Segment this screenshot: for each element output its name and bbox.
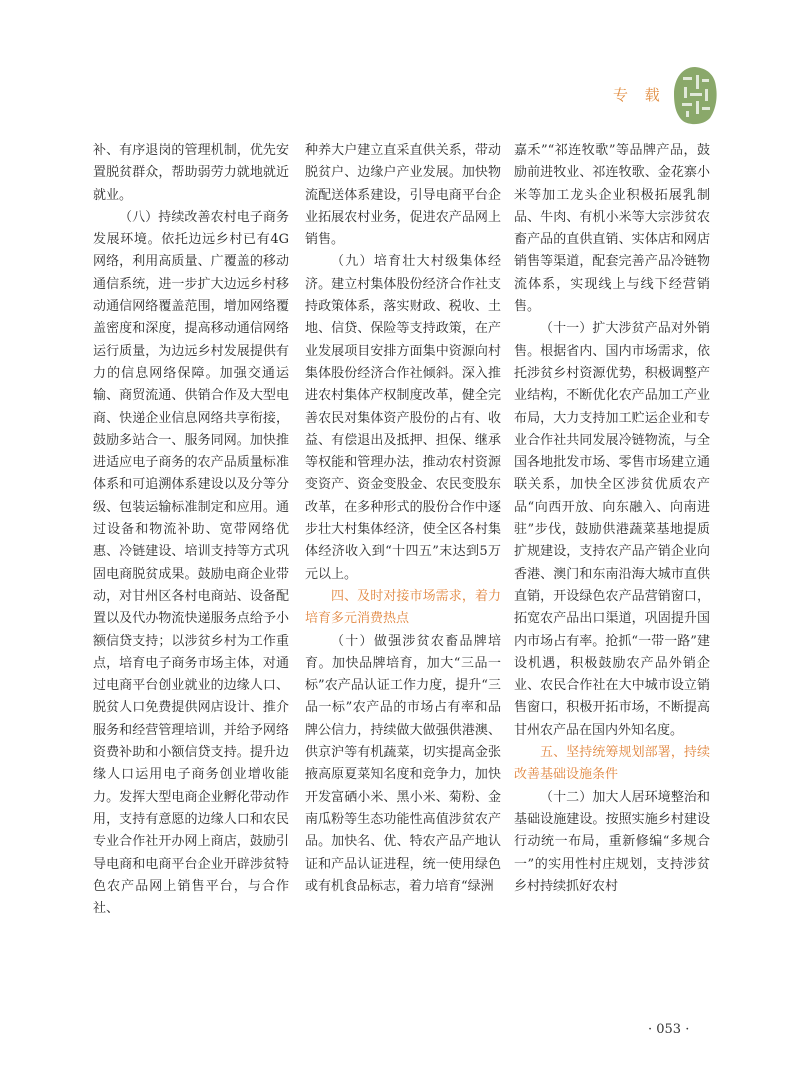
paragraph-continued: 种养大户建立直采直供关系，带动脱贫户、边缘户产业发展。加快物流配送体系建设，引导电商平台企业拓展农村业务，促进农产品网上销售。 xyxy=(305,143,501,248)
section-heading: 四、及时对接市场需求，着力培育多元消费热点 xyxy=(305,588,501,627)
seal-stamp-icon xyxy=(672,65,718,127)
paragraph: （八）持续改善农村电子商务发展环境。依托边远乡村已有4G网络，利用高质量、广覆盖的移动通信系统，进一步扩大边远乡村移动通信网络覆盖范围，增加网络覆盖密度和深度，提高移动通信网络运行质量，为边远乡村发展提供有力的信息网络保障。加强交通运输、商贸流通、供销合作及大型电商、快递企业信息网络共享衔接，鼓励多站合一、服务同网。加快推进适应电子商务的农产品质量标准体系和可追溯体系建设以及分等分级、包装运输标准制定和应用。通过设备和物流补助、宽带网络优惠、冷链建设、培训支持等方式巩固电商脱贫成果。鼓励电商企业带动，对甘州区各村电商站、设备配置以及代办物流快递服务点给予小额信贷支持；以涉贫乡村为工作重点，培育电子商务市场主体，对通过电商平台创业就业的边缘人口、脱贫人口免费提供网店设计、推介服务和经营管理培训，并给予网络资费补助和小额信贷支持。提升边缘人口运用电子商务创业增收能力。发挥大型电商企业孵化带动作用，支持有意愿的边缘人口和农民专业合作社开办网上商店，鼓励引导电商和电商平台企业开辟涉贫特色农产品网上销售平台，与合作社、 xyxy=(93,209,289,917)
paragraph-continued: 补、有序退岗的管理机制，优先安置脱贫群众，帮助弱劳力就地就近就业。 xyxy=(93,143,289,203)
paragraph: （十一）扩大涉贫产品对外销售。根据省内、国内市场需求，依托涉贫乡村资源优势，积极调整产业结构，不断优化农产品加工产业布局，大力支持加工贮运企业和专业合作社共同发展冷链物流，与全国各地批发市场、零售市场建立通联关系，加快全区涉贫优质农产品“向西开放、向东融入、向南进驻”步伐，鼓励供港蔬菜基地提质扩规建设，支持农产品产销企业向香港、澳门和东南沿海大城市直供直销，开设绿色农产品营销窗口，拓宽农产品出口渠道，巩固提升国内市场占有率。抢抓“一带一路”建设机遇，积极鼓励农产品外销企业、农民合作社在大中城市设立销售窗口，积极开拓市场，不断提高甘州农产品在国内外知名度。 xyxy=(514,321,710,738)
section-label: 专 载 xyxy=(613,86,666,104)
text-column-1 xyxy=(93,140,289,920)
paragraph: （十）做强涉贫农畜品牌培育。加快品牌培育，加大“三品一标”农产品认证工作力度，提升“三品一标”农产品的市场占有率和品牌公信力，持续做大做强供港澳、供京沪等有机蔬菜，切实提高金张掖高原夏菜知名度和竞争力，加快开发富硒小米、黑小米、菊粉、金南瓜粉等生态功能性高值涉贫农产品。加快名、优、特农产品产地认证和产品认证进程，统一使用绿色或有机食品标志，着力培育“绿洲 xyxy=(305,633,501,894)
text-column-3 xyxy=(514,140,710,898)
section-heading: 五、坚持统筹规划部署，持续改善基础设施条件 xyxy=(514,745,710,783)
text-column-2 xyxy=(305,140,501,898)
paragraph-continued: 嘉禾”“祁连牧歌”等品牌产品，鼓励前进牧业、祁连牧歌、金花寨小米等加工龙头企业积极拓展乳制品、牛肉、有机小米等大宗涉贫农畜产品的直供直销、实体店和网店销售等渠道，配套完善产品冷链物流体系，实现线上与线下经营销售。 xyxy=(514,143,710,315)
paragraph: （九）培育壮大村级集体经济。建立村集体股份经济合作社支持政策体系，落实财政、税收、土地、信贷、保险等支持政策，在产业发展项目安排方面集中资源向村集体股份经济合作社倾斜。深入推进农村集体产权制度改革，健全完善农民对集体资产股份的占有、收益、有偿退出及抵押、担保、继承等权能和管理办法，推动农村资源变资产、资金变股金、农民变股东改革，在多种形式的股份合作中逐步壮大村集体经济，使全区各村集体经济收入到“十四五”末达到5万元以上。 xyxy=(305,254,501,582)
page-number: · 053 · xyxy=(648,1022,690,1037)
paragraph: （十二）加大人居环境整治和基础设施建设。按照实施乡村建设行动统一布局，重新修编“多规合一”的实用性村庄规划，支持涉贫乡村持续抓好农村 xyxy=(514,789,710,894)
